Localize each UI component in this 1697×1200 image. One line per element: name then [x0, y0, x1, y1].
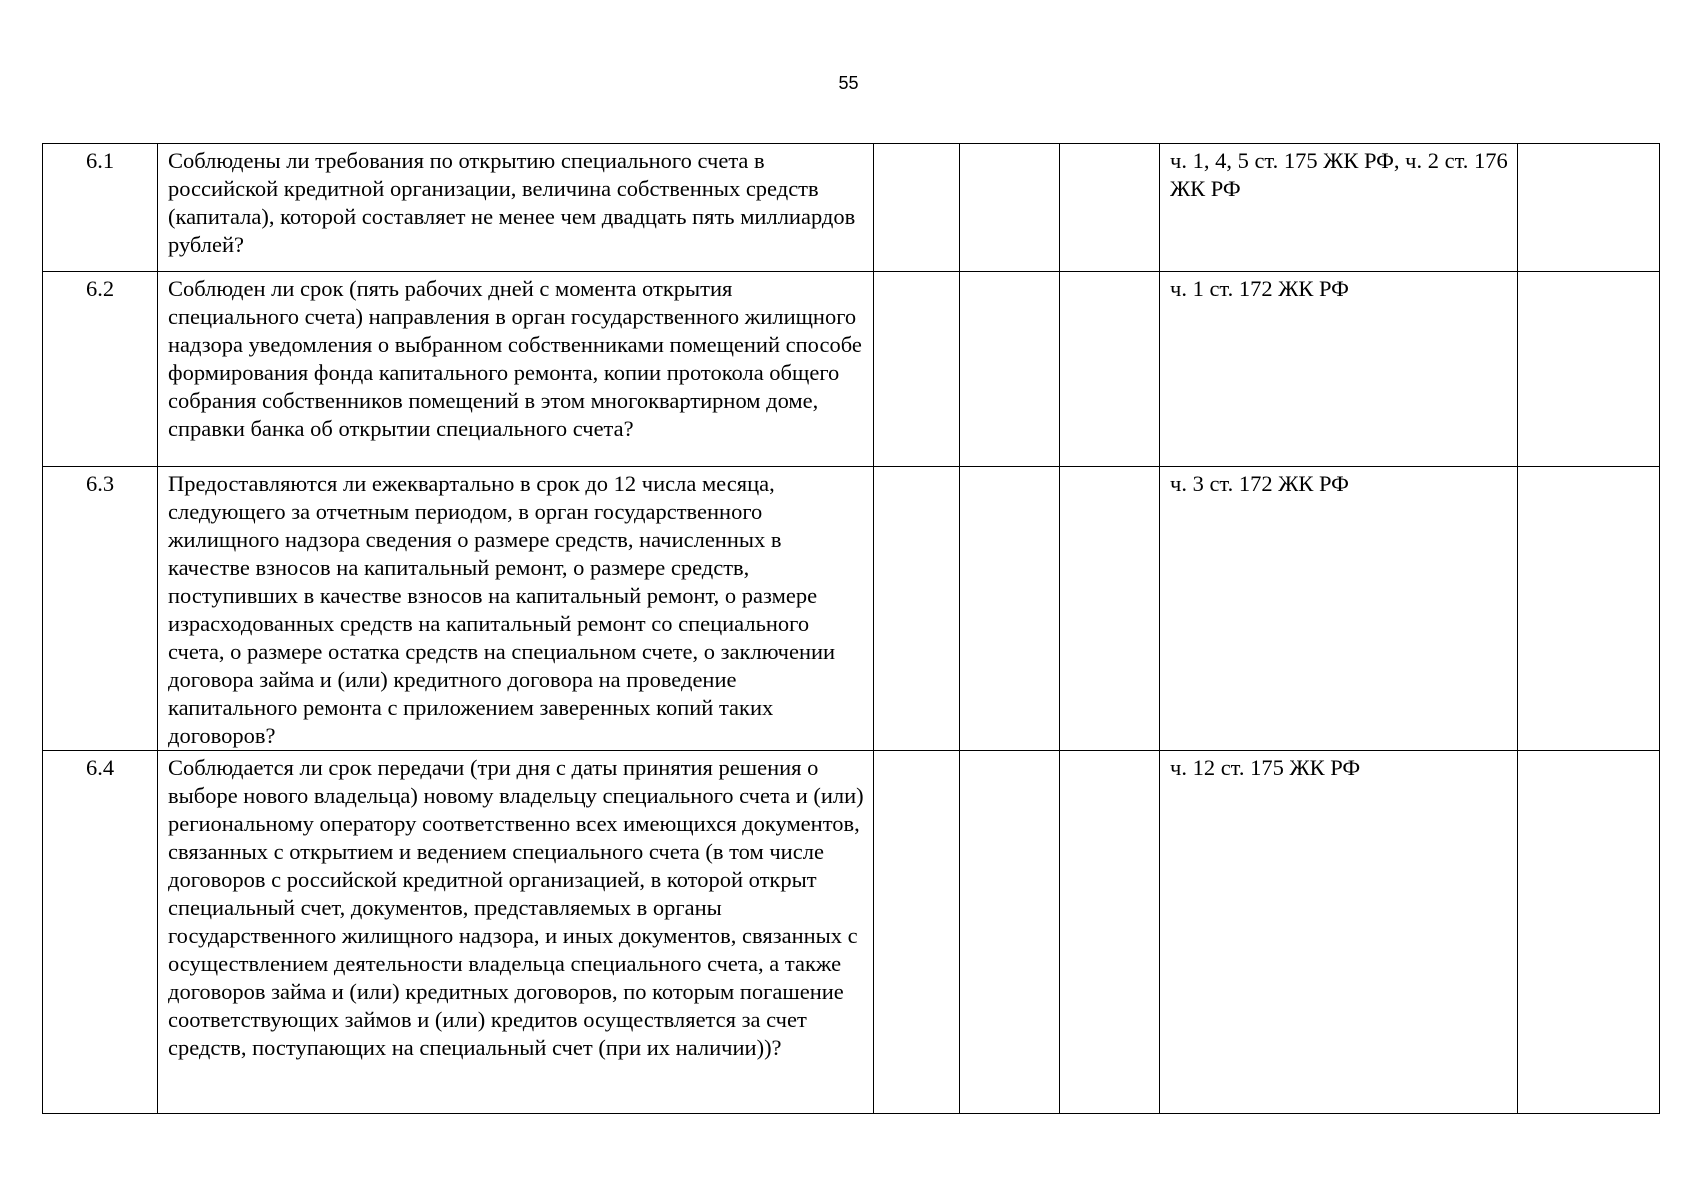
reference-text: ч. 12 ст. 175 ЖК РФ — [1170, 755, 1361, 780]
question-cell — [158, 272, 874, 467]
answer-na-cell — [1060, 751, 1160, 1114]
answer-yes-cell — [874, 751, 960, 1114]
answer-no-cell — [960, 467, 1060, 751]
question-cell — [158, 751, 874, 1114]
table-row — [43, 751, 1660, 1114]
item-number-cell — [43, 272, 158, 467]
question-cell — [158, 467, 874, 751]
answer-na-cell — [1060, 467, 1160, 751]
answer-yes-cell — [874, 272, 960, 467]
item-number-cell — [43, 144, 158, 272]
reference-cell — [1160, 467, 1518, 751]
answer-no-cell — [960, 144, 1060, 272]
item-number: 6.4 — [85, 755, 115, 780]
question-cell — [158, 144, 874, 272]
item-number: 6.1 — [85, 148, 115, 173]
item-number: 6.2 — [85, 276, 115, 301]
question-text: Предоставляются ли ежеквартально в срок до 12 числа месяца, следующего за отчетным периодом, в орган государственного жилищного надзора сведения о размере средств, начисленных в качестве взносов на капитальный ремонт, о размере средств, поступивших в качестве взносов на капитальный ремонт, о размере израсходованных средств на капитальный ремонт со специального счета, о размере остатка средств на специальном счете, о заключении договора займа и (или) кредитного договора на проведение капитального ремонта с приложением заверенных копий таких договоров? — [168, 471, 836, 748]
table-row — [43, 144, 1660, 272]
reference-text: ч. 1, 4, 5 ст. 175 ЖК РФ, ч. 2 ст. 176 ЖК РФ — [1170, 148, 1508, 201]
note-cell — [1518, 751, 1660, 1114]
item-number-cell — [43, 467, 158, 751]
question-text: Соблюдены ли требования по открытию специального счета в российской кредитной организации, величина собственных средств (капитала), которой составляет не менее чем двадцать пять миллиардов рублей? — [168, 148, 856, 257]
table-row — [43, 467, 1660, 751]
reference-cell — [1160, 751, 1518, 1114]
answer-yes-cell — [874, 467, 960, 751]
page-number: 55 — [838, 73, 859, 93]
checklist-table — [42, 143, 1660, 1114]
item-number-cell — [43, 751, 158, 1114]
answer-yes-cell — [874, 144, 960, 272]
reference-cell — [1160, 144, 1518, 272]
reference-text: ч. 1 ст. 172 ЖК РФ — [1170, 276, 1349, 301]
answer-na-cell — [1060, 144, 1160, 272]
question-text: Соблюдается ли срок передачи (три дня с даты принятия решения о выборе нового владельца) новому владельцу специального счета и (или) региональному оператору соответственно всех имеющихся документов, связанных с открытием и ведением специального счета (в том числе договоров с российской кредитной организацией, в которой открыт специальный счет, документов, представляемых в органы государственного жилищного надзора, и иных документов, связанных с осуществлением деятельности владельца специального счета, а также договоров займа и (или) кредитных договоров, по которым погашение соответствующих займов и (или) кредитов осуществляется за счет средств, поступающих на специальный счет (при их наличии))? — [168, 755, 864, 1060]
item-number: 6.3 — [85, 471, 115, 496]
answer-no-cell — [960, 751, 1060, 1114]
note-cell — [1518, 467, 1660, 751]
answer-no-cell — [960, 272, 1060, 467]
note-cell — [1518, 144, 1660, 272]
reference-cell — [1160, 272, 1518, 467]
question-text: Соблюден ли срок (пять рабочих дней с момента открытия специального счета) направления в орган государственного жилищного надзора уведомления о выбранном собственниками помещений способе формирования фонда капитального ремонта, копии протокола общего собрания собственников помещений в этом многоквартирном доме, справки банка об открытии специального счета? — [168, 276, 862, 441]
table-row — [43, 272, 1660, 467]
reference-text: ч. 3 ст. 172 ЖК РФ — [1170, 471, 1349, 496]
note-cell — [1518, 272, 1660, 467]
answer-na-cell — [1060, 272, 1160, 467]
